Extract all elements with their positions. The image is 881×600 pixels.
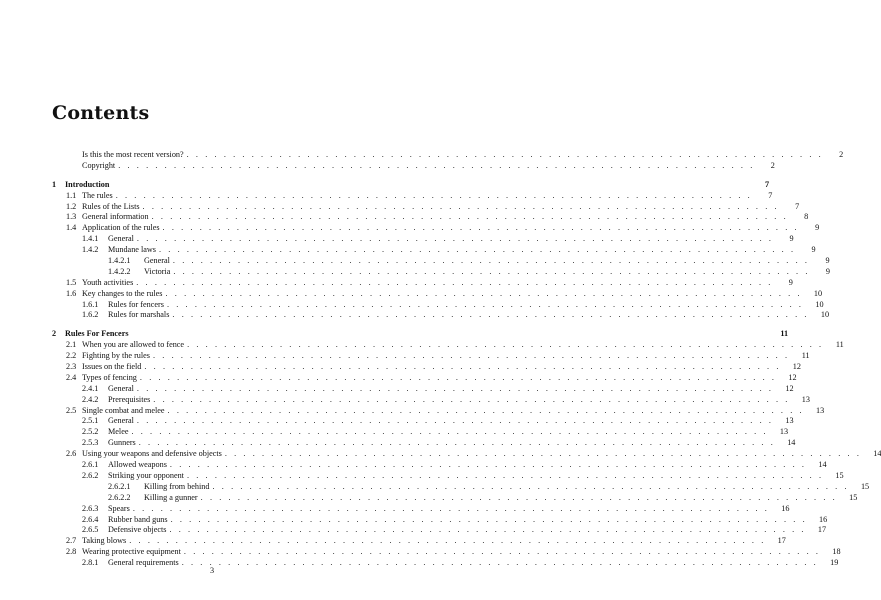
toc-page-number: 10 <box>815 299 824 309</box>
toc-entry[interactable] <box>0 351 810 362</box>
toc-dot-leader: . . . . . . . . . . . . . . . . . . . . . . . . . . . . . . . . . . . . . . . . . . . . . . . . . . . . . . . . . . . . . . . . . . . . . <box>200 492 838 502</box>
toc-entry-number: 2.8 <box>66 547 77 557</box>
toc-page-number: 9 <box>825 266 830 276</box>
toc-entry-title: Issues on the field <box>82 362 142 372</box>
toc-entry-number: 1.6 <box>66 288 77 298</box>
toc-page-number: 8 <box>804 212 809 222</box>
toc-entry-title: Copyright <box>82 160 116 170</box>
toc-entry[interactable] <box>0 438 796 449</box>
toc-entry[interactable] <box>0 212 809 223</box>
toc-dot-leader: . . . . . . . . . . . . . . . . . . . . . . . . . . . . . . . . . . . . . . . . . . . . . . . . . . . . . . . . . . . . . . . . . . . . . <box>172 256 810 266</box>
toc-entry-number: 1.1 <box>66 190 77 200</box>
toc-entry-number: 2 <box>52 329 57 339</box>
toc-entry-title: Spears <box>108 503 130 513</box>
toc-entry-title: The rules <box>82 190 113 200</box>
toc-entry-title: Rules For Fencers <box>65 329 129 339</box>
toc-entry[interactable] <box>0 460 827 471</box>
toc-entry-number: 2.5 <box>66 405 77 415</box>
toc-page-number: 17 <box>817 525 827 535</box>
toc-dot-leader: . . . . . . . . . . . . . . . . . . . . . . . . . . . . . . . . . . . . . . . . . . . . . . . . . . . . . . . . . . . . . . . . . . . . . <box>169 525 807 535</box>
toc-page-number: 14 <box>818 460 827 470</box>
toc-dot-leader: . . . . . . . . . . . . . . . . . . . . . . . . . . . . . . . . . . . . . . . . . . . . . . . . . . . . . . . . . . . . . . . . . . . . . <box>167 405 805 415</box>
toc-entry-title: Prerequisites <box>108 394 151 404</box>
toc-page-number: 9 <box>825 256 830 266</box>
toc-entry-number: 1.4.2.1 <box>108 256 131 266</box>
toc-dot-leader: . . . . . . . . . . . . . . . . . . . . . . . . . . . . . . . . . . . . . . . . . . . . . . . . . . . . . . . . . . . . . . . . . . . . . <box>166 299 804 309</box>
toc-entry-title: Victoria <box>144 266 171 276</box>
toc-dot-leader: . . . . . . . . . . . . . . . . . . . . . . . . . . . . . . . . . . . . . . . . . . . . . . . . . . . . . . . . . . . . . . . . . . . . . <box>224 449 862 459</box>
toc-dot-leader: . . . . . . . . . . . . . . . . . . . . . . . . . . . . . . . . . . . . . . . . . . . . . . . . . . . . . . . . . . . . . . . . . . . . . <box>212 481 850 491</box>
toc-entry[interactable] <box>0 288 823 300</box>
toc-entry[interactable] <box>0 256 830 267</box>
toc-entry-number: 2.4 <box>66 372 77 382</box>
toc-dot-leader: . . . . . . . . . . . . . . . . . . . . . . . . . . . . . . . . . . . . . . . . . . . . . . . . . . . . . . . . . . . . . . . . . . . . . <box>115 190 753 200</box>
toc-page-number: 9 <box>811 245 816 255</box>
toc-entry-title: General <box>108 416 134 426</box>
toc-page-number: 11 <box>835 340 844 350</box>
toc-page-number: 9 <box>815 223 820 233</box>
toc-entry[interactable] <box>0 449 881 460</box>
toc-entry[interactable] <box>0 470 844 482</box>
toc-entry-title: Is this the most recent version? <box>82 150 184 159</box>
toc-page-number: 13 <box>815 405 825 415</box>
page-title: Contents <box>52 102 150 124</box>
toc-page-number: 16 <box>781 503 790 513</box>
toc-entry-number: 2.3 <box>66 362 77 372</box>
toc-page-number: 13 <box>785 416 794 426</box>
toc-entry[interactable] <box>0 372 797 384</box>
toc-page-number: 17 <box>777 536 786 546</box>
toc-dot-leader: . . . . . . . . . . . . . . . . . . . . . . . . . . . . . . . . . . . . . . . . . . . . . . . . . . . . . . . . . . . . . . . . . . . . . <box>153 351 790 361</box>
toc-entry[interactable] <box>0 266 830 278</box>
toc-entry-title: General <box>144 256 170 266</box>
toc-entry[interactable] <box>0 277 793 289</box>
toc-dot-leader: . . . . . . . . . . . . . . . . . . . . . . . . . . . . . . . . . . . . . . . . . . . . . . . . . . . . . . . . . . . . . . . . . . . . . <box>136 416 774 426</box>
toc-chapter-row[interactable] <box>0 179 770 191</box>
toc-page-number: 15 <box>835 470 844 480</box>
toc-entry-title: Using your weapons and defensive objects <box>82 449 222 459</box>
toc-entry-number: 2.6.5 <box>82 525 99 535</box>
toc-page-number: 16 <box>819 514 828 524</box>
toc-dot-leader: . . . . . . . . . . . . . . . . . . . . . . . . . . . . . . . . . . . . . . . . . . . . . . . . . . . . . . . . . . . . . . . . . . . . . <box>183 547 821 557</box>
toc-page-number: 12 <box>792 362 801 372</box>
toc-entry[interactable] <box>0 416 794 427</box>
toc-entry-number: 1.2 <box>66 201 77 211</box>
toc-entry-title: Rubber band guns <box>108 514 168 524</box>
toc-dot-leader: . . . . . . . . . . . . . . . . . . . . . . . . . . . . . . . . . . . . . . . . . . . . . . . . . . . . . . . . . . . . . . . . . . . . . <box>169 460 807 470</box>
toc-entry-title: Fighting by the rules <box>82 351 150 361</box>
toc-dot-leader: . . . . . . . . . . . . . . . . . . . . . . . . . . . . . . . . . . . . . . . . . . . . . . . . . . . . . . . . . . . . . . . . . . . . . <box>131 427 769 437</box>
toc-entry-title: Mundane laws <box>108 245 156 255</box>
toc-entry-title: Application of the rules <box>82 223 160 233</box>
toc-page-number: 9 <box>789 234 794 244</box>
toc-dot-leader: . . . . . . . . . . . . . . . . . . . . . . . . . . . . . . . . . . . . . . . . . . . . . . . . . . . . . . . . . . . . . . . . . . . . . <box>187 340 824 350</box>
toc-entry[interactable] <box>0 525 827 536</box>
front-matter-section <box>0 150 844 172</box>
toc-entry-number: 2.6.2.1 <box>108 481 131 491</box>
toc-entry[interactable] <box>0 150 844 161</box>
toc-dot-leader: . . . . . . . . . . . . . . . . . . . . . . . . . . . . . . . . . . . . . . . . . . . . . . . . . . . . . . . . . . . . . . . . . . . . . <box>162 223 800 233</box>
toc-entry[interactable] <box>0 427 789 438</box>
toc-page-number: 14 <box>873 449 881 459</box>
toc-entry-number: 2.5.1 <box>82 416 99 426</box>
toc-entry-title: Killing from behind <box>144 481 210 491</box>
toc-entry-number: 2.4.1 <box>82 383 99 393</box>
toc-entry[interactable] <box>0 503 790 515</box>
toc-entry-number: 2.6.1 <box>82 460 99 470</box>
toc-entry-number: 2.6.4 <box>82 514 99 524</box>
toc-page-number: 7 <box>768 190 773 200</box>
toc-entry-title: Single combat and melee <box>82 405 165 415</box>
chapter-gap <box>0 321 424 329</box>
toc-dot-leader: . . . . . . . . . . . . . . . . . . . . . . . . . . . . . . . . . . . . . . . . . . . . . . . . . . . . . . . . . . . . . . . . . . . . . <box>139 372 777 382</box>
toc-entry-title: Wearing protective equipment <box>82 547 181 557</box>
toc-entry[interactable] <box>0 481 870 493</box>
toc-entry[interactable] <box>0 383 794 395</box>
toc-entry[interactable] <box>0 362 801 373</box>
toc-entry-title: Introduction <box>65 179 110 189</box>
toc-dot-leader: . . . . . . . . . . . . . . . . . . . . . . . . . . . . . . . . . . . . . . . . . . . . . . . . . . . . . . . . . . . . . . . . . . . . . <box>138 438 776 448</box>
toc-entry-number: 2.5.3 <box>82 438 99 448</box>
toc-dot-leader: . . . . . . . . . . . . . . . . . . . . . . . . . . . . . . . . . . . . . . . . . . . . . . . . . . . . . . . . . . . . . . . . . . . . . <box>132 503 770 513</box>
toc-entry-title: Gunners <box>108 438 136 448</box>
toc-dot-leader: . . . . . . . . . . . . . . . . . . . . . . . . . . . . . . . . . . . . . . . . . . . . . . . . . . . . . . . . . . . . . . . . . . . . . <box>144 362 781 372</box>
toc-entry-title: Melee <box>108 427 129 437</box>
toc-entry[interactable] <box>0 536 786 547</box>
page-number: 3 <box>209 566 215 575</box>
toc-entry[interactable] <box>0 394 810 406</box>
toc-entry-number: 2.2 <box>66 351 77 361</box>
toc-dot-leader: . . . . . . . . . . . . . . . . . . . . . . . . . . . . . . . . . . . . . . . . . . . . . . . . . . . . . . . . . . . . . . . . . . . . . <box>136 234 774 244</box>
toc-dot-leader: . . . . . . . . . . . . . . . . . . . . . . . . . . . . . . . . . . . . . . . . . . . . . . . . . . . . . . . . . . . . . . . . . . . . . <box>142 201 780 211</box>
toc-dot-leader: . . . . . . . . . . . . . . . . . . . . . . . . . . . . . . . . . . . . . . . . . . . . . . . . . . . . . . . . . . . . . . . . . . . . . <box>153 394 790 404</box>
toc-entry-number: 1.6.1 <box>82 299 99 309</box>
toc-entry-number: 1.5 <box>66 277 77 287</box>
toc-entry-number: 2.5.2 <box>82 427 99 437</box>
toc-entry-number: 1.4.2.2 <box>108 266 131 276</box>
toc-dot-leader: . . . . . . . . . . . . . . . . . . . . . . . . . . . . . . . . . . . . . . . . . . . . . . . . . . . . . . . . . . . . . . . . . . . . . <box>186 470 824 480</box>
toc-entry-title: Rules for fencers <box>108 299 164 309</box>
toc-dot-leader: . . . . . . . . . . . . . . . . . . . . . . . . . . . . . . . . . . . . . . . . . . . . . . . . . . . . . . . . . . . . . . . . . . . . . <box>136 277 773 287</box>
toc-entry-title: Taking blows <box>82 536 127 546</box>
toc-entry[interactable] <box>0 492 858 504</box>
chapters-section <box>0 172 881 569</box>
toc-chapter-row[interactable] <box>0 329 789 340</box>
toc-page-number: 9 <box>788 277 793 287</box>
toc-entry-title: Types of fencing <box>82 372 137 382</box>
toc-entry[interactable] <box>0 160 775 172</box>
toc-page-number: 18 <box>832 547 841 557</box>
toc-entry[interactable] <box>0 234 794 245</box>
table-of-contents <box>0 150 881 569</box>
toc-dot-leader: . . . . . . . . . . . . . . . . . . . . . . . . . . . . . . . . . . . . . . . . . . . . . . . . . . . . . . . . . . . . . . . . . . . . . <box>129 536 766 546</box>
toc-entry-title: Rules for marshals <box>108 310 170 320</box>
toc-entry-number: 1 <box>52 179 57 189</box>
toc-page-number: 7 <box>764 179 770 189</box>
toc-page-number: 2 <box>770 160 775 170</box>
toc-dot-leader: . . . . . . . . . . . . . . . . . . . . . . . . . . . . . . . . . . . . . . . . . . . . . . . . . . . . . . . . . . . . . . . . . . . . . <box>170 514 808 524</box>
toc-entry-title: General requirements <box>108 558 179 568</box>
toc-page-number: 15 <box>860 481 870 491</box>
toc-page-number: 13 <box>801 394 810 404</box>
toc-page-number: 11 <box>801 351 810 361</box>
toc-dot-leader: . . . . . . . . . . . . . . . . . . . . . . . . . . . . . . . . . . . . . . . . . . . . . . . . . . . . . . . . . . . . . . . . . . . . . <box>172 310 810 320</box>
toc-entry-number: 2.4.2 <box>82 394 99 404</box>
toc-dot-leader: . . . . . . . . . . . . . . . . . . . . . . . . . . . . . . . . . . . . . . . . . . . . . . . . . . . . . . . . . . . . . . . . . . . . . <box>158 245 796 255</box>
toc-page-number: 12 <box>785 383 794 393</box>
toc-page-number: 7 <box>795 201 800 211</box>
toc-entry-number: 2.6 <box>66 449 77 459</box>
toc-entry-title: Defensive objects <box>108 525 167 535</box>
toc-entry-title: General information <box>82 212 149 222</box>
toc-chapter-group <box>0 179 830 322</box>
toc-entry-number: 2.8.1 <box>82 558 99 568</box>
toc-entry[interactable] <box>0 223 820 234</box>
toc-entry[interactable] <box>0 514 828 526</box>
toc-dot-leader: . . . . . . . . . . . . . . . . . . . . . . . . . . . . . . . . . . . . . . . . . . . . . . . . . . . . . . . . . . . . . . . . . . . . . <box>186 150 824 159</box>
toc-entry-number: 1.4 <box>66 223 77 233</box>
toc-entry-title: When you are allowed to fence <box>82 340 185 350</box>
chapter-gap <box>0 172 424 180</box>
toc-entry[interactable] <box>0 310 830 321</box>
toc-entry-number: 2.6.2 <box>82 470 99 480</box>
toc-entry-number: 2.7 <box>66 536 77 546</box>
toc-entry-number: 1.6.2 <box>82 310 99 320</box>
toc-entry[interactable] <box>0 190 773 202</box>
toc-entry-title: General <box>108 383 134 393</box>
toc-dot-leader: . . . . . . . . . . . . . . . . . . . . . . . . . . . . . . . . . . . . . . . . . . . . . . . . . . . . . . . . . . . . . . . . . . . . . <box>165 288 803 298</box>
toc-entry-title: Striking your opponent <box>108 470 184 480</box>
toc-page-number: 11 <box>780 329 789 339</box>
toc-entry-title: Killing a gunner <box>144 492 198 502</box>
toc-page-number: 12 <box>788 372 797 382</box>
toc-entry[interactable] <box>0 547 841 558</box>
toc-entry[interactable] <box>0 340 844 351</box>
toc-dot-leader: . . . . . . . . . . . . . . . . . . . . . . . . . . . . . . . . . . . . . . . . . . . . . . . . . . . . . . . . . . . . . . . . . . . . . <box>118 160 755 170</box>
toc-dot-leader: . . . . . . . . . . . . . . . . . . . . . . . . . . . . . . . . . . . . . . . . . . . . . . . . . . . . . . . . . . . . . . . . . . . . . <box>173 266 810 276</box>
toc-entry-number: 1.4.1 <box>82 234 99 244</box>
toc-entry-title: Youth activities <box>82 277 134 287</box>
toc-entry-title: Allowed weapons <box>108 460 167 470</box>
toc-entry-number: 2.6.2.2 <box>108 492 131 502</box>
toc-entry-number: 2.1 <box>66 340 77 350</box>
toc-entry-number: 2.6.3 <box>82 503 99 513</box>
toc-page-number: 2 <box>839 150 844 159</box>
toc-entry[interactable] <box>0 245 816 256</box>
toc-dot-leader: . . . . . . . . . . . . . . . . . . . . . . . . . . . . . . . . . . . . . . . . . . . . . . . . . . . . . . . . . . . . . . . . . . . . . <box>136 383 774 393</box>
toc-entry-number: 1.3 <box>66 212 77 222</box>
toc-page-number: 10 <box>820 310 830 320</box>
toc-chapter-group <box>0 329 881 569</box>
toc-page-number: 13 <box>779 427 789 437</box>
toc-entry-title: Rules of the Lists <box>82 201 140 211</box>
toc-entry[interactable] <box>0 405 825 417</box>
toc-entry-title: General <box>108 234 134 244</box>
toc-page-number: 14 <box>787 438 796 448</box>
toc-dot-leader: . . . . . . . . . . . . . . . . . . . . . . . . . . . . . . . . . . . . . . . . . . . . . . . . . . . . . . . . . . . . . . . . . . . . . <box>151 212 789 222</box>
toc-page-number: 15 <box>849 492 858 502</box>
toc-entry[interactable] <box>0 299 824 311</box>
toc-page-number: 10 <box>813 288 823 298</box>
toc-entry-number: 1.4.2 <box>82 245 99 255</box>
toc-dot-leader: . . . . . . . . . . . . . . . . . . . . . . . . . . . . . . . . . . . . . . . . . . . . . . . . . . . . . . . . . . . . . . . . . . . . . <box>181 558 819 568</box>
toc-page-number: 19 <box>830 558 839 568</box>
toc-entry-title: Key changes to the rules <box>82 288 163 298</box>
toc-entry[interactable] <box>0 201 800 213</box>
